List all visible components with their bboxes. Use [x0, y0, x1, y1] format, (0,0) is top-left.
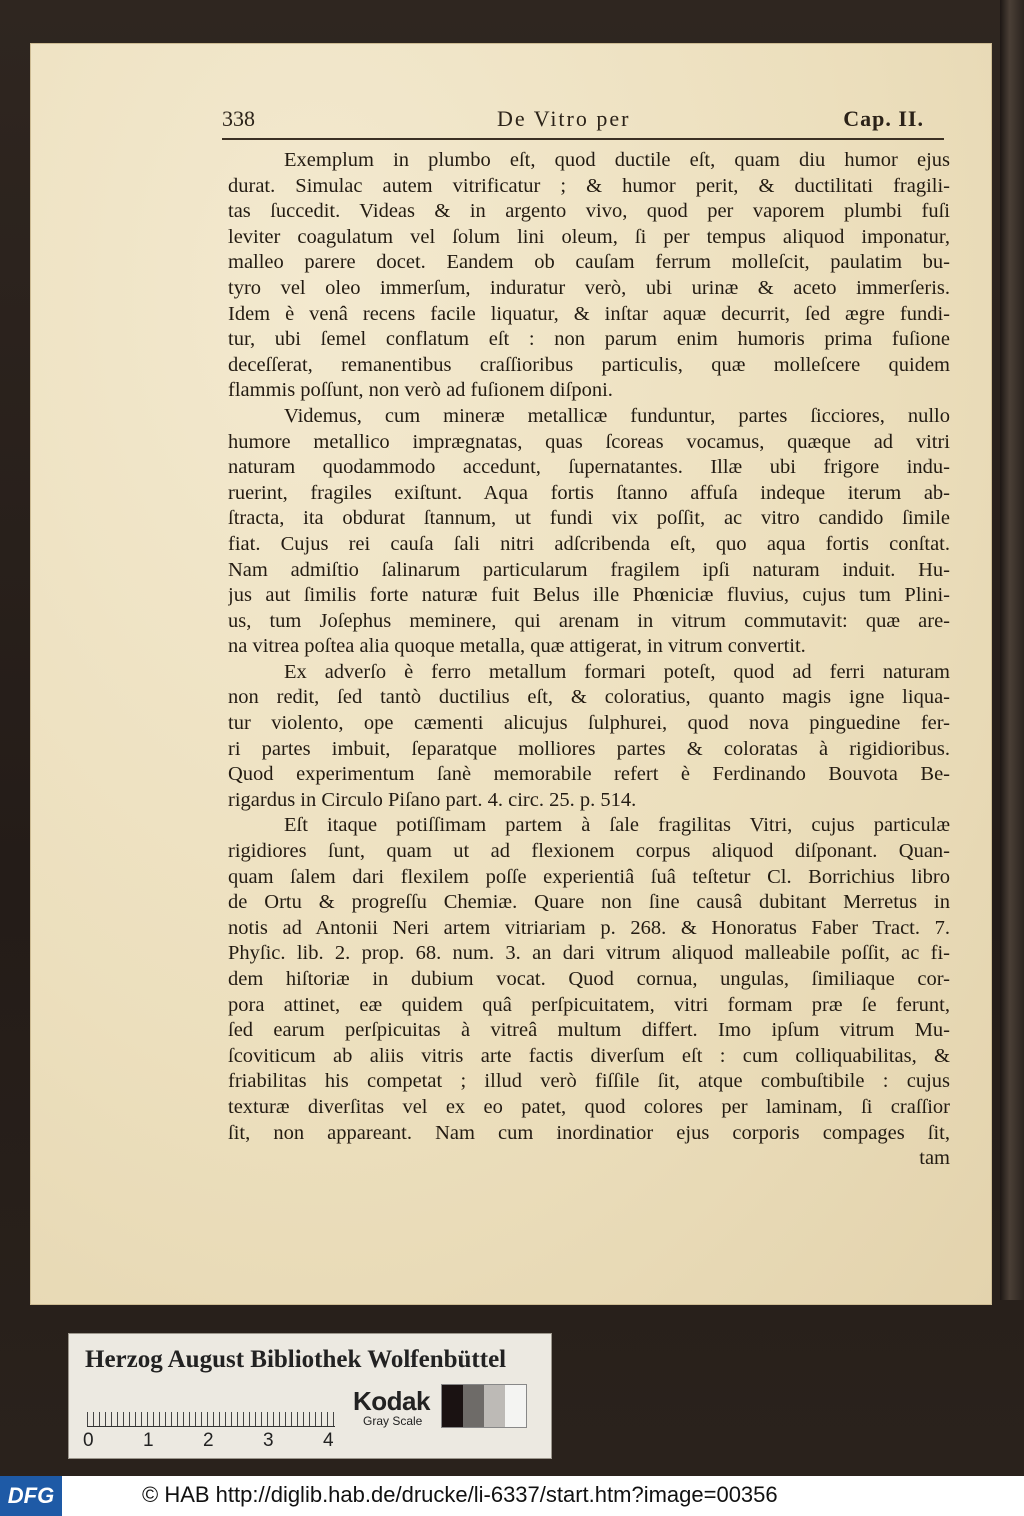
swatch-light [484, 1385, 505, 1427]
text-line: Quod experimentum ſanè memorabile refert è Ferdinando Bouvota Be- [228, 763, 950, 786]
header-rule [222, 138, 944, 140]
library-name: Herzog August Bibliothek Wolfenbüttel [85, 1346, 507, 1373]
page-text [228, 148, 950, 1172]
text-line: tur, ubi ſemel conflatum eſt : non parum enim humoris prima fuſione [228, 328, 950, 351]
text-line: us, tum Joſephus meminere, qui arenam in vitrum commutavit: quæ are- [228, 609, 950, 632]
text-line: texturæ diverſitas vel ex eo patet, quod colores per laminam, ſi craſſior [228, 1095, 950, 1118]
ruler [87, 1392, 335, 1427]
swatch-white [505, 1385, 526, 1427]
text-line: Eſt itaque potiſſimam partem à ſale fragilitas Vitri, cujus particulæ [284, 814, 950, 837]
text-line: na vitrea poſtea alia quoque metalla, quæ attigerat, in vitrum convertit. [228, 635, 806, 658]
text-line: tas ſuccedit. Videas & in argento vivo, quod per vaporem plumbi fuſi [228, 200, 950, 223]
gray-scale-label: Gray Scale [363, 1414, 423, 1428]
text-line: humore metallico imprægnatas, quas ſcoreas vocamus, quæque ad vitri [228, 430, 950, 453]
text-line: ſtracta, ita obdurat ſtannum, ut fundi vix poſſit, ac vitro candido ſimile [228, 507, 950, 530]
kodak-label [353, 1386, 430, 1428]
text-line: rigardus in Circulo Piſano part. 4. circ. 25. p. 514. [228, 788, 637, 811]
text-line: ſit, non appareant. Nam cum inordinatior ejus corporis compages ſit, [228, 1121, 950, 1144]
ruler-number: 4 [323, 1430, 334, 1451]
text-line: ſcoviticum ab aliis vitris arte factis diverſum eſt : cum colliquabilitas, & [228, 1044, 950, 1067]
text-line: durat. Simulac autem vitrificatur ; & humor perit, & ductilitati fragili- [228, 174, 950, 197]
chapter-label: Cap. II. [843, 106, 924, 131]
running-head [222, 106, 942, 136]
catchword: tam [919, 1147, 950, 1170]
text-line: notis ad Antonii Neri artem vitriariam p. 268. & Honoratus Faber Tract. 7. [228, 916, 950, 939]
text-line: non redit, ſed tantò ductilius eſt, & coloratius, quanto magis igne liqua- [228, 686, 950, 709]
gray-swatches [441, 1384, 527, 1428]
text-line: Videmus, cum mineræ metallicæ funduntur, partes ſicciores, nullo [284, 404, 950, 427]
scale-strip [68, 1333, 552, 1459]
text-line: fiat. Cujus rei cauſa ſali nitri adſcribenda eſt, quo aqua fortis conſtat. [228, 532, 950, 555]
swatch-black [442, 1385, 463, 1427]
text-line: Ex adverſo è ferro metallum formari poteſt, quod ad ferri naturam [284, 660, 950, 683]
text-line: tyro vel oleo immerſum, induratur verò, ubi urinæ & aceto immerſeris. [228, 276, 950, 299]
text-line: pora attinet, eæ quidem quâ perſpicuitatem, vitri formam præ ſe ferunt, [228, 993, 950, 1016]
text-line: ri partes imbuit, ſeparatque molliores partes & coloratas à rigidioribus. [228, 737, 950, 760]
text-line: quam ſalem dari flexilem poſſe experientiâ ſuâ teſtetur Cl. Borrichius libro [228, 865, 950, 888]
credit-text: © HAB http://diglib.hab.de/drucke/li-6337/start.htm?image=00356 [142, 1482, 778, 1507]
text-line: ruerint, fragiles exiſtunt. Aqua fortis ſtanno affuſa indeque iterum ab- [228, 481, 950, 504]
kodak-brand: Kodak [353, 1386, 430, 1416]
text-line: dem hiſtoriæ in dubium vocat. Quod cornua, ungulas, ſimiliaque cor- [228, 968, 950, 990]
ruler-number: 2 [203, 1430, 214, 1451]
text-line: leviter coagulatum vel ſolum lini oleum, ſi per tempus aliquod imponatur, [228, 225, 950, 248]
text-line: de Ortu & progreſſu Chemiæ. Quare non ſine causâ dubitant Merretus in [228, 891, 950, 914]
dfg-logo: DFG [0, 1476, 62, 1516]
footer-bar [0, 1476, 1024, 1516]
ruler-number: 1 [143, 1430, 154, 1451]
text-line: tur violento, ope cæmenti alicujus ſulphurei, quod nova pinguedine fer- [228, 712, 950, 735]
book-edge [1000, 0, 1024, 1300]
text-line: flammis poſſunt, non verò ad fuſionem diſponi. [228, 379, 613, 402]
text-line: Idem è venâ recens facile liquatur, & inſtar aquæ decurrit, ſed ægre fundi- [228, 302, 950, 325]
text-line: malleo parere docet. Eandem ob cauſam ferrum molleſcit, paulatim bu- [228, 251, 950, 274]
swatch-gray [463, 1385, 484, 1427]
text-line: naturam quodammodo accedunt, ſupernatantes. Illæ ubi frigore indu- [228, 456, 950, 479]
text-line: Exemplum in plumbo eſt, quod ductile eſt, quam diu humor ejus [284, 149, 950, 171]
text-line: deceſſerat, remanentibus craſſioribus particulis, quæ molleſcere quidem [228, 353, 950, 376]
text-line: Nam admiſtio ſalinarum particularum fragilem ipſi naturam induit. Hu- [228, 558, 950, 581]
text-line: rigidiores ſunt, quam ut ad flexionem corpus aliquod diſponant. Quan- [228, 840, 950, 863]
page-number: 338 [222, 106, 255, 131]
text-line: jus aut ſimilis forte naturæ fuit Belus ille Phœniciæ fluvius, cujus tum Plini- [228, 584, 950, 607]
text-line: Phyſic. lib. 2. prop. 68. num. 3. an dari vitrum aliquod malleabile poſſit, ac fi- [228, 942, 950, 965]
text-line: friabilitas his competat ; illud verò fiſſile ſit, atque combuſtibile : cujus [228, 1070, 950, 1093]
running-title: De Vitro per [497, 106, 631, 131]
ruler-number: 0 [83, 1430, 94, 1451]
text-line: ſed earum perſpicuitas à vitreâ multum differt. Imo ipſum vitrum Mu- [228, 1019, 950, 1042]
ruler-number: 3 [263, 1430, 274, 1451]
